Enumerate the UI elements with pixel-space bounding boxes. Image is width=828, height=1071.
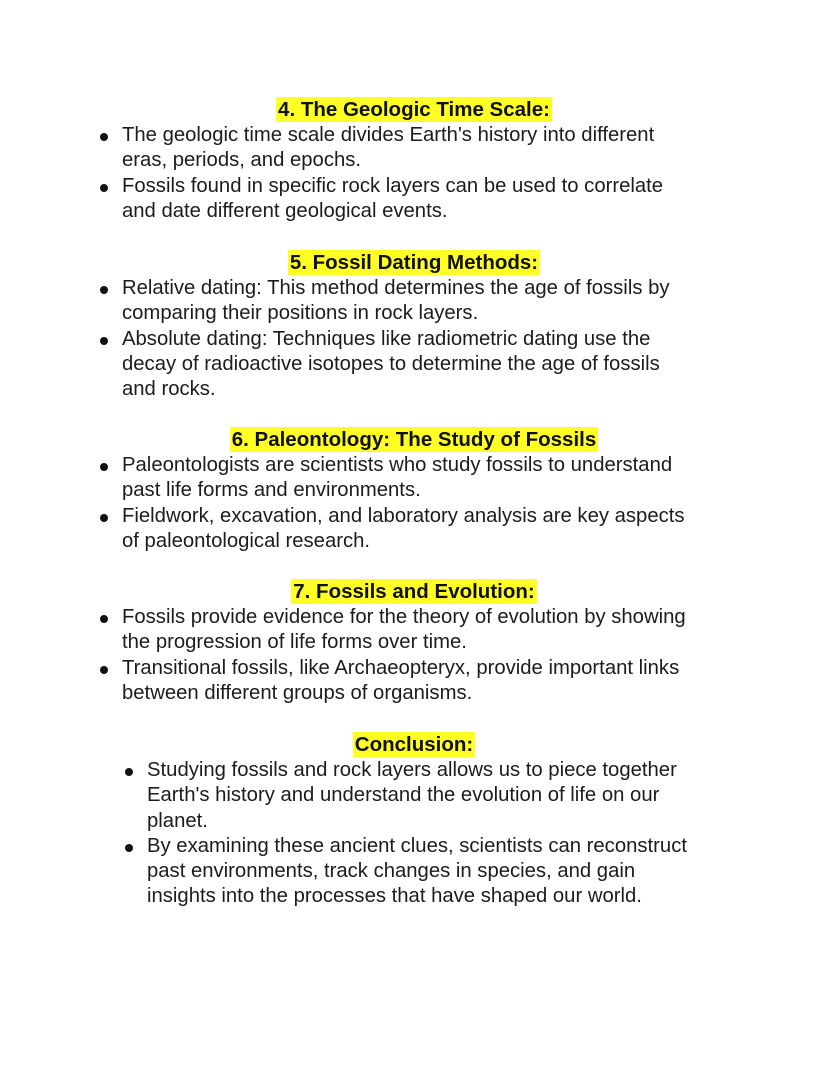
list-item: Studying fossils and rock layers allows us to piece together Earth's history and understand the evolution of life on our planet. xyxy=(0,758,742,834)
section-fossil-dating-methods xyxy=(0,250,828,402)
bullet-icon xyxy=(100,133,108,141)
list-item: By examining these ancient clues, scientists can reconstruct past environments, track changes in species, and gain insights into the processes that have shaped our world. xyxy=(0,834,742,910)
bullet-icon xyxy=(100,514,108,522)
bullet-icon xyxy=(100,184,108,192)
bullet-list xyxy=(0,758,828,910)
list-item: Fieldwork, excavation, and laboratory analysis are key aspects of paleontological research. xyxy=(0,504,742,555)
list-item: Fossils found in specific rock layers can be used to correlate and date different geological events. xyxy=(0,174,742,225)
section-geologic-time-scale xyxy=(0,97,828,224)
bullet-list xyxy=(0,276,828,402)
list-item: Paleontologists are scientists who study fossils to understand past life forms and environments. xyxy=(0,453,742,504)
section-paleontology xyxy=(0,427,828,554)
list-item: Relative dating: This method determines the age of fossils by comparing their positions in rock layers. xyxy=(0,276,742,327)
section-heading: Conclusion: xyxy=(354,733,474,756)
section-heading: 4. The Geologic Time Scale: xyxy=(278,98,550,121)
section-heading: 5. Fossil Dating Methods: xyxy=(289,251,539,274)
bullet-list xyxy=(0,123,828,224)
list-item: Transitional fossils, like Archaeopteryx, provide important links between different groups of organisms. xyxy=(0,656,742,707)
bullet-icon xyxy=(100,666,108,674)
bullet-icon xyxy=(100,337,108,345)
bullet-icon xyxy=(125,844,133,852)
list-item: The geologic time scale divides Earth's history into different eras, periods, and epochs. xyxy=(0,123,742,174)
list-item: Fossils provide evidence for the theory of evolution by showing the progression of life forms over time. xyxy=(0,605,742,656)
bullet-list xyxy=(0,605,828,706)
section-heading: 6. Paleontology: The Study of Fossils xyxy=(231,428,597,451)
bullet-icon xyxy=(100,463,108,471)
section-conclusion xyxy=(0,732,828,910)
bullet-icon xyxy=(125,768,133,776)
bullet-icon xyxy=(100,286,108,294)
section-heading: 7. Fossils and Evolution: xyxy=(293,580,535,603)
bullet-icon xyxy=(100,615,108,623)
list-item: Absolute dating: Techniques like radiometric dating use the decay of radioactive isotopes to determine the age of fossils and rocks. xyxy=(0,327,742,403)
bullet-list xyxy=(0,453,828,554)
section-fossils-and-evolution xyxy=(0,579,828,706)
